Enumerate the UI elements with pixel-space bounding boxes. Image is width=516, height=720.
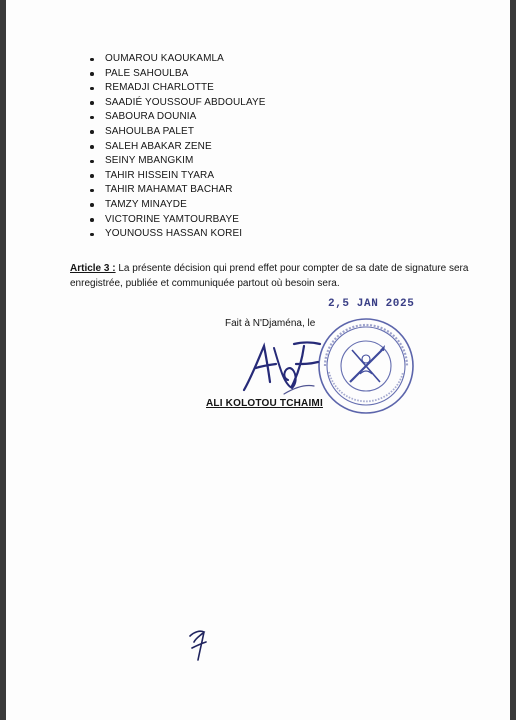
article-label: Article 3 :: [70, 263, 116, 274]
list-item: SAHOULBA PALET: [90, 125, 266, 140]
official-seal-icon: [316, 316, 416, 416]
list-item: TAMZY MINAYDE: [90, 198, 266, 213]
list-item: TAHIR MAHAMAT BACHAR: [90, 183, 266, 198]
article-3-paragraph: [70, 262, 474, 292]
signature-icon: [238, 334, 328, 400]
article-text: La présente décision qui prend effet pour compter de sa date de signature sera enregistrée, publiée et communiquée partout où besoin sera.: [70, 263, 469, 289]
list-item: VICTORINE YAMTOURBAYE: [90, 213, 266, 228]
signatory-name: ALI KOLOTOU TCHAIMI: [206, 398, 323, 409]
date-stamp: 2,5 JAN 2025: [328, 298, 415, 310]
place-line: Fait à N'Djaména, le: [225, 318, 316, 329]
list-item: SABOURA DOUNIA: [90, 110, 266, 125]
list-item: SALEH ABAKAR ZENE: [90, 140, 266, 155]
list-item: YOUNOUSS HASSAN KOREI: [90, 227, 266, 242]
list-item: SAADIÉ YOUSSOUF ABDOULAYE: [90, 96, 266, 111]
list-item: OUMAROU KAOUKAMLA: [90, 52, 266, 67]
list-item: SEINY MBANGKIM: [90, 154, 266, 169]
list-item: TAHIR HISSEIN TYARA: [90, 169, 266, 184]
name-list: [90, 52, 266, 242]
list-item: PALE SAHOULBA: [90, 67, 266, 82]
initial-mark-icon: [184, 624, 212, 664]
list-item: REMADJI CHARLOTTE: [90, 81, 266, 96]
document-page: [6, 0, 510, 720]
